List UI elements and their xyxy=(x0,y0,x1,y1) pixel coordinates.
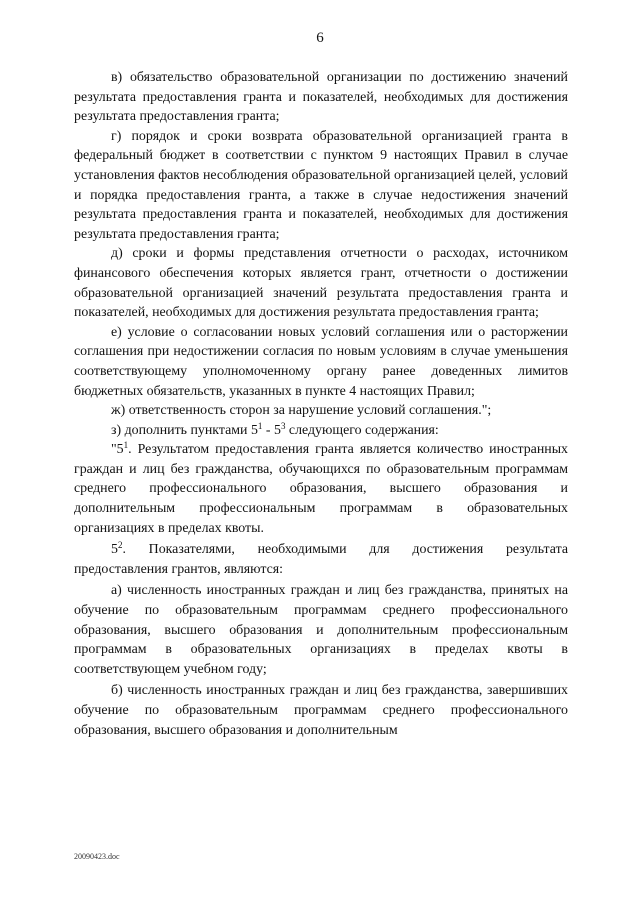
paragraph-zh: ж) ответственность сторон за нарушение условий соглашения."; xyxy=(111,403,492,419)
document-body xyxy=(74,68,568,740)
paragraph-a: а) численность иностранных граждан и лиц без гражданства, принятых на обучение по образовательным программам среднего профессионального образования, высшего образования и дополнительным профессиональным программам в образовательных организациях в пределах квоты в соответствующем учебном году; xyxy=(74,583,568,677)
superscript: 1 xyxy=(123,440,129,451)
clause-text: . Показателями, необходимыми для достижения результата предоставления грантов, являются: xyxy=(74,542,568,577)
paragraph-b: б) численность иностранных граждан и лиц без гражданства, завершивших обучение по образовательным программам среднего профессионального образования, высшего образования и дополнительным xyxy=(74,683,568,738)
paragraph-v: в) обязательство образовательной организации по достижению значений результата предоставления гранта и показателей, необходимых для достижения результата предоставления гранта; xyxy=(74,70,568,125)
paragraph-e: е) условие о согласовании новых условий соглашения или о расторжении соглашения при недостижении согласия по новым условиям в случае уменьшения соответствующему уполномоченному органу ранее доведенных лимитов бюджетных обязательств, указанных в пункте 4 настоящих Правил; xyxy=(74,324,568,399)
superscript: 1 xyxy=(257,420,263,431)
paragraph-g: г) порядок и сроки возврата образовательной организацией гранта в федеральный бюджет в соответствии с пунктом 9 настоящих Правил в случае установления фактов несоблюдения образовательной организацией целей, условий и порядка предоставления гранта, а также в случае недостижения значений результата предоставления гранта и показателей, необходимых для достижения результата предоставления гранта; xyxy=(74,128,568,242)
clause-number: "5 xyxy=(111,442,124,458)
paragraph-z-start: з) дополнить пунктами 5 xyxy=(111,422,258,438)
clause-number: 5 xyxy=(111,542,118,558)
clause-text: . Результатом предоставления гранта является количество иностранных граждан и лиц без гражданства, обучающихся по образовательным программам среднего профессионального образования, высшего образования и дополнительным профессиональным программам в образовательных организациях в пределах квоты. xyxy=(74,442,568,536)
paragraph-z-end: следующего содержания: xyxy=(285,422,439,438)
paragraph-5-2 xyxy=(74,540,568,579)
page-number: 6 xyxy=(316,30,324,46)
paragraph-z xyxy=(74,421,568,441)
paragraph-z-dash: - 5 xyxy=(262,422,281,438)
superscript: 2 xyxy=(117,540,123,551)
paragraph-d: д) сроки и формы представления отчетности о расходах, источником финансового обеспечения которых является грант, отчетности о достижении образовательной организацией значений результата предоставления гранта и показателей, необходимых для достижения результата предоставления гранта; xyxy=(74,246,568,321)
file-name-footer: 20090423.doc xyxy=(74,852,120,861)
paragraph-5-1 xyxy=(74,440,568,538)
superscript: 3 xyxy=(280,420,286,431)
